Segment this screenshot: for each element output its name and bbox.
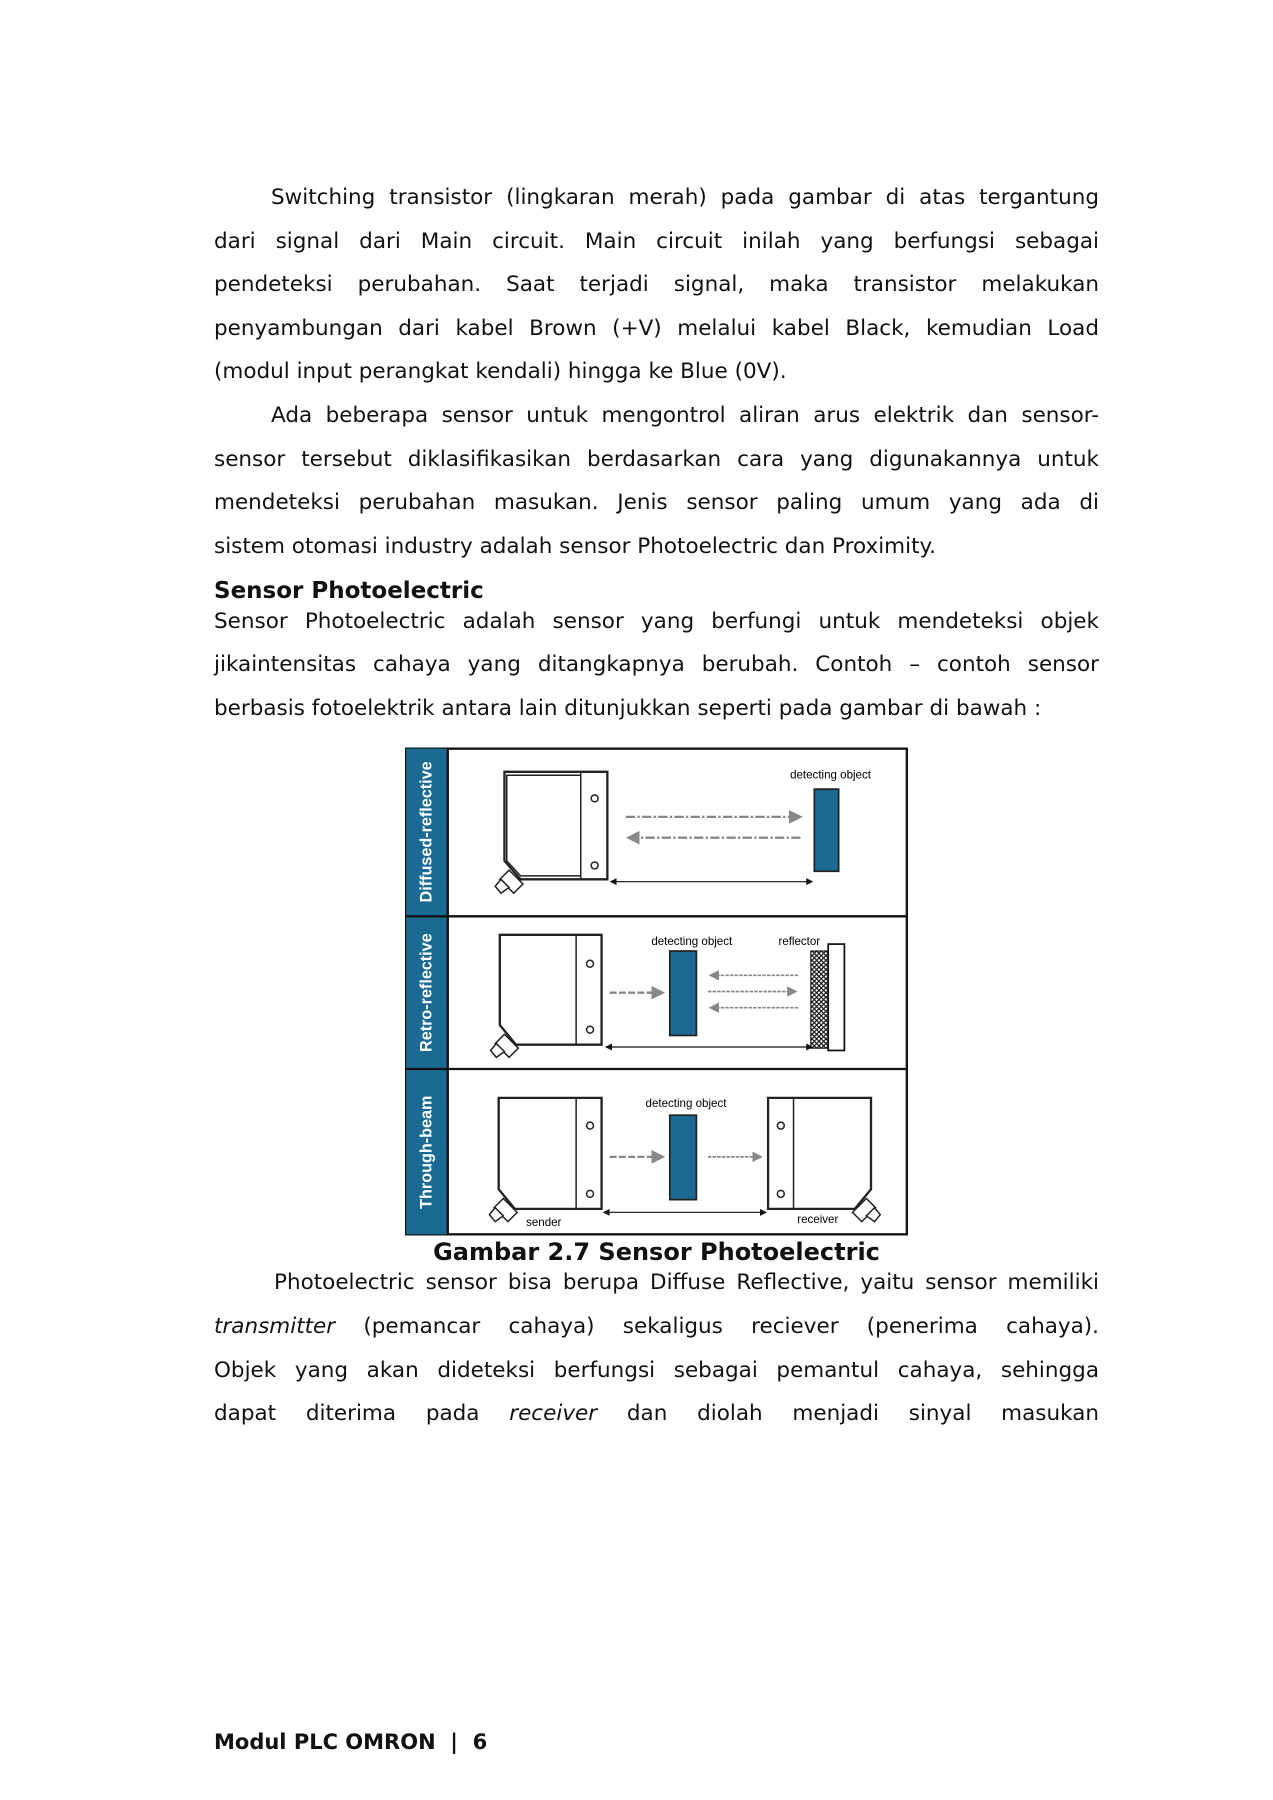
text-span: dan diolah menjadi sinyal masukan [597,1401,1100,1426]
italic-term: transmitter [214,1314,336,1339]
label-detecting-object: detecting object [790,769,871,782]
sensor-sender [489,1098,601,1222]
text-line: Objek yang akan dideteksi berfungsi sebagai pemantul cahaya, sehingga [214,1358,1099,1383]
sensor-retro [491,935,602,1058]
detecting-object [814,789,838,871]
text-line: Sensor Photoelectric adalah sensor yang berfungi untuk mendeteksi objek [214,609,1099,634]
figure-caption: Gambar 2.7 Sensor Photoelectric [433,1238,880,1266]
page-footer: Modul PLC OMRON | 6 [214,1730,488,1754]
text-span: (pemancar cahaya) sekaligus reciever (penerima cahaya). [335,1314,1099,1339]
text-span: dapat diterima pada [214,1401,510,1426]
text-line: sistem otomasi industry adalah sensor Photoelectric dan Proximity. [214,534,937,559]
text-line: jikaintensitas cahaya yang ditangkapnya berubah. Contoh – contoh sensor [214,652,1099,677]
detecting-object [670,1115,697,1199]
text-line: dari signal dari Main circuit. Main circuit inilah yang berfungsi sebagai [214,229,1099,254]
text-line: Ada beberapa sensor untuk mengontrol aliran arus elektrik dan sensor- [271,403,1099,428]
label-receiver: receiver [797,1213,839,1226]
label-sender: sender [526,1217,562,1230]
detecting-object [670,951,697,1035]
text-line: sensor tersebut diklasifikasikan berdasarkan cara yang digunakannya untuk [214,447,1099,472]
photoelectric-sensor-figure [405,747,908,1236]
text-line: Switching transistor (lingkaran merah) pada gambar di atas tergantung [271,185,1099,210]
text-line: pendeteksi perubahan. Saat terjadi signal, maka transistor melakukan [214,272,1099,297]
text-line [214,1401,1099,1427]
text-line: (modul input perangkat kendali) hingga ke Blue (0V). [214,359,787,384]
text-line: Photoelectric sensor bisa berupa Diffuse Reflective, yaitu sensor memiliki [274,1270,1099,1295]
label-detecting-object: detecting object [645,1098,727,1111]
sensor-receiver [768,1098,880,1222]
sensor-diffused [495,772,607,893]
text-line [214,1314,1099,1340]
label-reflector: reflector [778,936,821,949]
text-line: berbasis fotoelektrik antara lain ditunjukkan seperti pada gambar di bawah : [214,696,1042,721]
text-line: mendeteksi perubahan masukan. Jenis sensor paling umum yang ada di [214,490,1099,515]
row-label-diffused: Diffused-reflective [417,761,436,903]
italic-term: receiver [509,1401,598,1426]
row-label-retro: Retro-reflective [417,933,436,1052]
row-label-through: Through-beam [417,1095,436,1209]
reflector [811,951,828,1048]
section-heading: Sensor Photoelectric [214,578,484,604]
text-line: penyambungan dari kabel Brown (+V) melalui kabel Black, kemudian Load [214,316,1099,341]
label-detecting-object: detecting object [651,936,733,949]
